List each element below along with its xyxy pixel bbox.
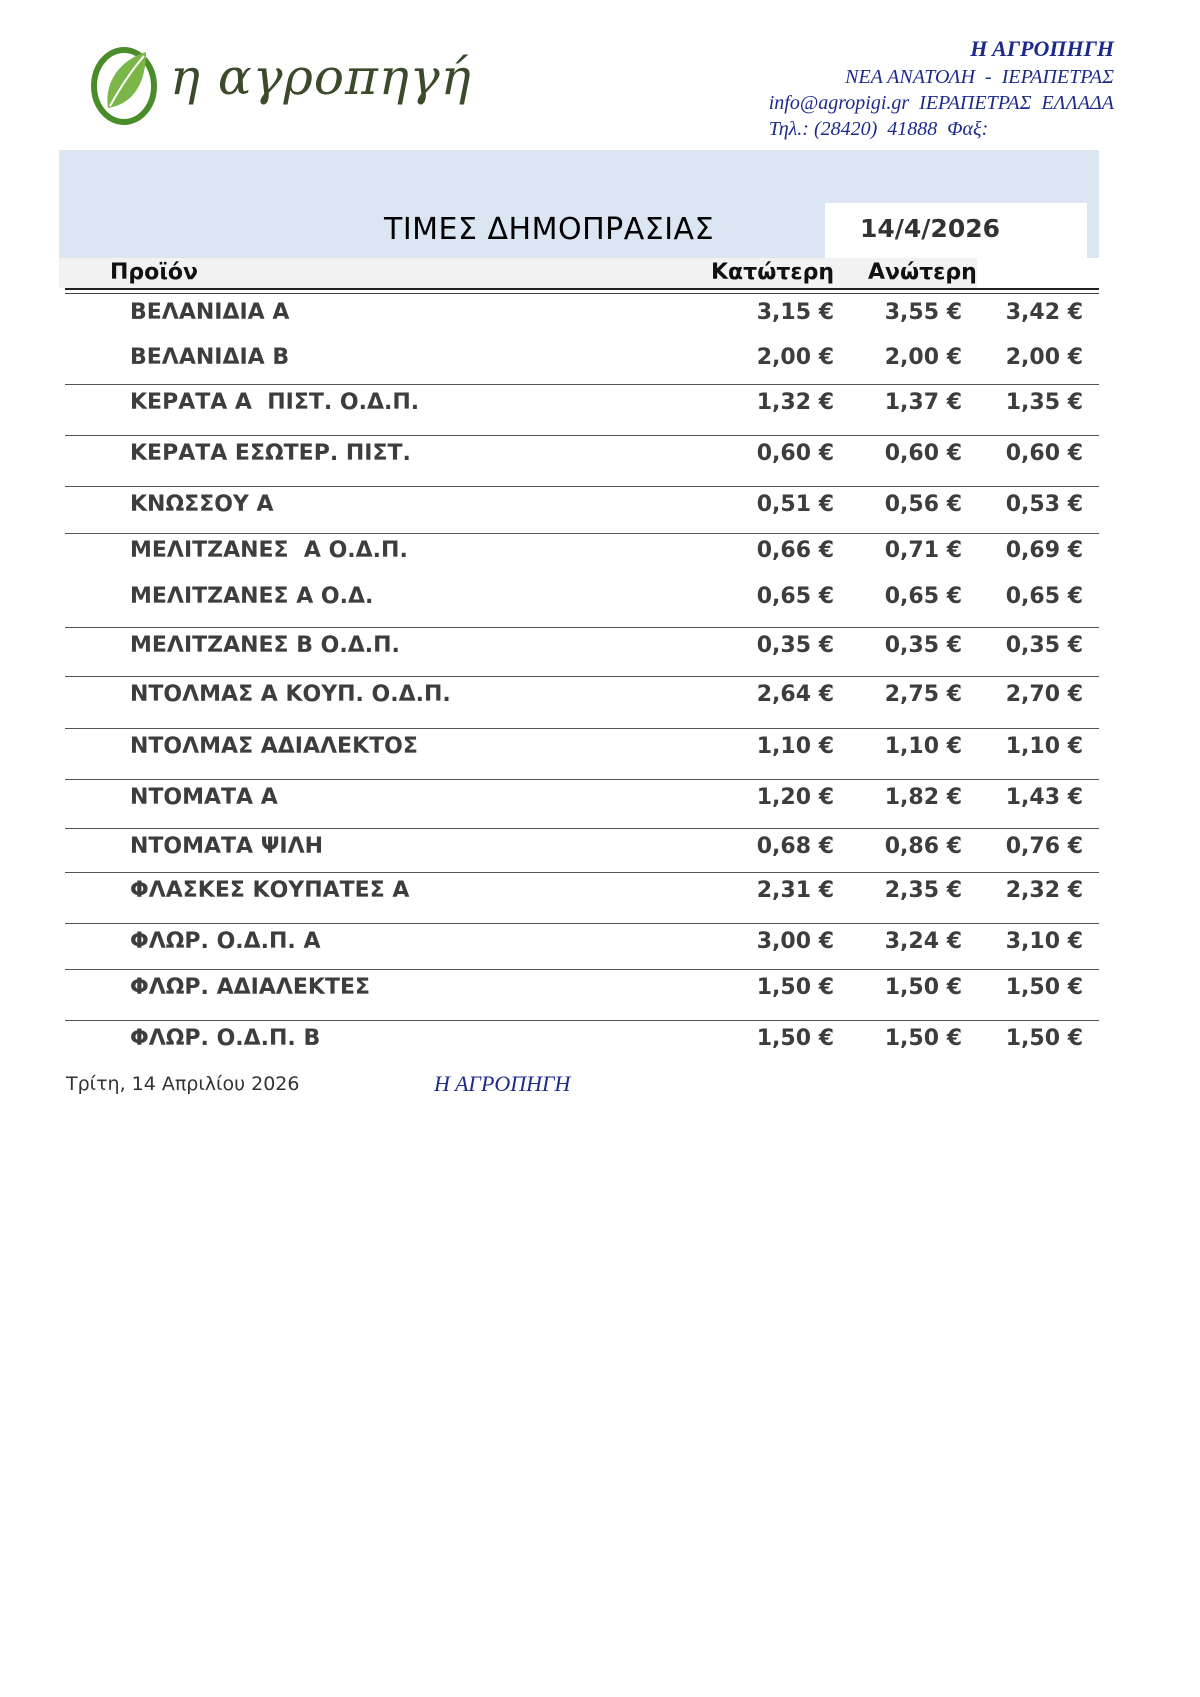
price-low: 1,10 € xyxy=(756,734,834,759)
price-avg: 0,53 € xyxy=(1005,492,1083,517)
product-name: ΚΝΩΣΣΟΥ Α xyxy=(130,492,274,517)
price-high: 0,56 € xyxy=(884,492,962,517)
price-avg: 0,35 € xyxy=(1005,633,1083,658)
price-avg: 2,00 € xyxy=(1005,345,1083,370)
price-avg: 2,32 € xyxy=(1005,878,1083,903)
product-name: ΜΕΛΙΤΖΑΝΕΣ Β Ο.Δ.Π. xyxy=(130,633,400,658)
company-contact xyxy=(769,34,1114,142)
price-low: 3,15 € xyxy=(756,300,834,325)
price-avg: 0,65 € xyxy=(1005,584,1083,609)
price-low: 0,60 € xyxy=(756,441,834,466)
price-avg: 1,50 € xyxy=(1005,975,1083,1000)
column-header-low: Κατώτερη xyxy=(711,260,835,285)
price-high: 1,10 € xyxy=(884,734,962,759)
table-row xyxy=(0,975,1200,1005)
price-avg: 1,43 € xyxy=(1005,785,1083,810)
price-avg: 1,35 € xyxy=(1005,390,1083,415)
table-row xyxy=(0,584,1200,614)
row-divider xyxy=(65,486,1099,487)
row-divider xyxy=(65,779,1099,780)
row-divider xyxy=(65,627,1099,628)
table-row xyxy=(0,929,1200,959)
product-name: ΚΕΡΑΤΑ Α ΠΙΣΤ. Ο.Δ.Π. xyxy=(130,390,420,415)
price-low: 2,31 € xyxy=(756,878,834,903)
product-name: ΒΕΛΑΝΙΔΙΑ Α xyxy=(130,300,290,325)
price-avg: 3,10 € xyxy=(1005,929,1083,954)
row-divider xyxy=(65,676,1099,677)
column-header-product: Προϊόν xyxy=(110,260,198,285)
company-logo xyxy=(86,42,472,132)
company-email-line: info@agropigi.gr ΙΕΡΑΠΕΤΡΑΣ ΕΛΛΑΔΑ xyxy=(768,92,1114,114)
price-avg: 0,69 € xyxy=(1005,538,1083,563)
price-high: 2,75 € xyxy=(884,682,962,707)
header-rule-secondary xyxy=(65,293,1099,294)
price-low: 1,32 € xyxy=(756,390,834,415)
product-name: ΝΤΟΜΑΤΑ Α xyxy=(130,785,278,810)
product-name: ΜΕΛΙΤΖΑΝΕΣ Α Ο.Δ.Π. xyxy=(130,538,408,563)
row-divider xyxy=(65,969,1099,970)
price-avg: 0,76 € xyxy=(1005,834,1083,859)
price-avg: 3,42 € xyxy=(1005,300,1083,325)
company-address: ΝΕΑ ΑΝΑΤΟΛΗ - ΙΕΡΑΠΕΤΡΑΣ xyxy=(845,66,1114,88)
price-low: 0,35 € xyxy=(756,633,834,658)
row-divider xyxy=(65,384,1099,385)
footer-company: Η ΑΓΡΟΠΗΓΗ xyxy=(434,1071,571,1096)
price-high: 1,37 € xyxy=(884,390,962,415)
price-low: 3,00 € xyxy=(756,929,834,954)
price-high: 0,35 € xyxy=(884,633,962,658)
price-high: 0,86 € xyxy=(884,834,962,859)
product-name: ΦΛΑΣΚΕΣ ΚΟΥΠΑΤΕΣ Α xyxy=(130,878,410,903)
row-divider xyxy=(65,872,1099,873)
price-low: 1,20 € xyxy=(756,785,834,810)
price-low: 1,50 € xyxy=(756,1026,834,1051)
price-low: 1,50 € xyxy=(756,975,834,1000)
price-low: 0,65 € xyxy=(756,584,834,609)
row-divider xyxy=(65,828,1099,829)
price-high: 0,65 € xyxy=(884,584,962,609)
company-name: Η ΑΓΡΟΠΗΓΗ xyxy=(970,36,1114,61)
table-row xyxy=(0,682,1200,712)
price-low: 0,51 € xyxy=(756,492,834,517)
row-divider xyxy=(65,728,1099,729)
product-name: ΝΤΟΛΜΑΣ ΑΔΙΑΛΕΚΤΟΣ xyxy=(130,734,418,759)
table-row xyxy=(0,633,1200,663)
price-high: 1,82 € xyxy=(884,785,962,810)
price-high: 2,35 € xyxy=(884,878,962,903)
table-row xyxy=(0,345,1200,375)
column-header-high: Ανώτερη xyxy=(868,260,977,285)
price-high: 3,55 € xyxy=(884,300,962,325)
price-high: 0,60 € xyxy=(884,441,962,466)
table-row xyxy=(0,300,1200,330)
product-name: ΦΛΩΡ. Ο.Δ.Π. Α xyxy=(130,929,321,954)
row-divider xyxy=(65,435,1099,436)
price-high: 2,00 € xyxy=(884,345,962,370)
table-row xyxy=(0,878,1200,908)
product-name: ΝΤΟΛΜΑΣ Α ΚΟΥΠ. Ο.Δ.Π. xyxy=(130,682,451,707)
price-avg: 1,10 € xyxy=(1005,734,1083,759)
table-row xyxy=(0,785,1200,815)
product-name: ΦΛΩΡ. ΑΔΙΑΛΕΚΤΕΣ xyxy=(130,975,371,1000)
price-avg: 1,50 € xyxy=(1005,1026,1083,1051)
price-low: 0,66 € xyxy=(756,538,834,563)
price-high: 1,50 € xyxy=(884,975,962,1000)
auction-date: 14/4/2026 xyxy=(859,214,1001,243)
logo-text: η αγροπηγή xyxy=(170,48,472,106)
row-divider xyxy=(65,533,1099,534)
product-name: ΒΕΛΑΝΙΔΙΑ Β xyxy=(130,345,290,370)
table-row xyxy=(0,441,1200,471)
product-name: ΦΛΩΡ. Ο.Δ.Π. Β xyxy=(130,1026,321,1051)
table-row xyxy=(0,834,1200,864)
page-title: ΤΙΜΕΣ ΔΗΜΟΠΡΑΣΙΑΣ xyxy=(384,212,715,247)
price-low: 2,00 € xyxy=(756,345,834,370)
price-avg: 2,70 € xyxy=(1005,682,1083,707)
product-name: ΚΕΡΑΤΑ ΕΣΩΤΕΡ. ΠΙΣΤ. xyxy=(130,441,411,466)
price-low: 0,68 € xyxy=(756,834,834,859)
table-row xyxy=(0,538,1200,568)
price-low: 2,64 € xyxy=(756,682,834,707)
price-high: 1,50 € xyxy=(884,1026,962,1051)
table-row xyxy=(0,1026,1200,1056)
header-rule xyxy=(65,288,1099,290)
company-phone-line: Τηλ.: (28420) 41888 Φαξ: xyxy=(768,118,989,140)
table-row xyxy=(0,492,1200,522)
product-name: ΜΕΛΙΤΖΑΝΕΣ Α Ο.Δ. xyxy=(130,584,374,609)
table-row xyxy=(0,390,1200,420)
row-divider xyxy=(65,1020,1099,1021)
table-row xyxy=(0,734,1200,764)
price-high: 0,71 € xyxy=(884,538,962,563)
footer-date: Τρίτη, 14 Απριλίου 2026 xyxy=(66,1073,300,1095)
price-high: 3,24 € xyxy=(884,929,962,954)
leaf-logo-icon xyxy=(86,42,166,128)
price-avg: 0,60 € xyxy=(1005,441,1083,466)
product-name: ΝΤΟΜΑΤΑ ΨΙΛΗ xyxy=(130,834,324,859)
row-divider xyxy=(65,923,1099,924)
